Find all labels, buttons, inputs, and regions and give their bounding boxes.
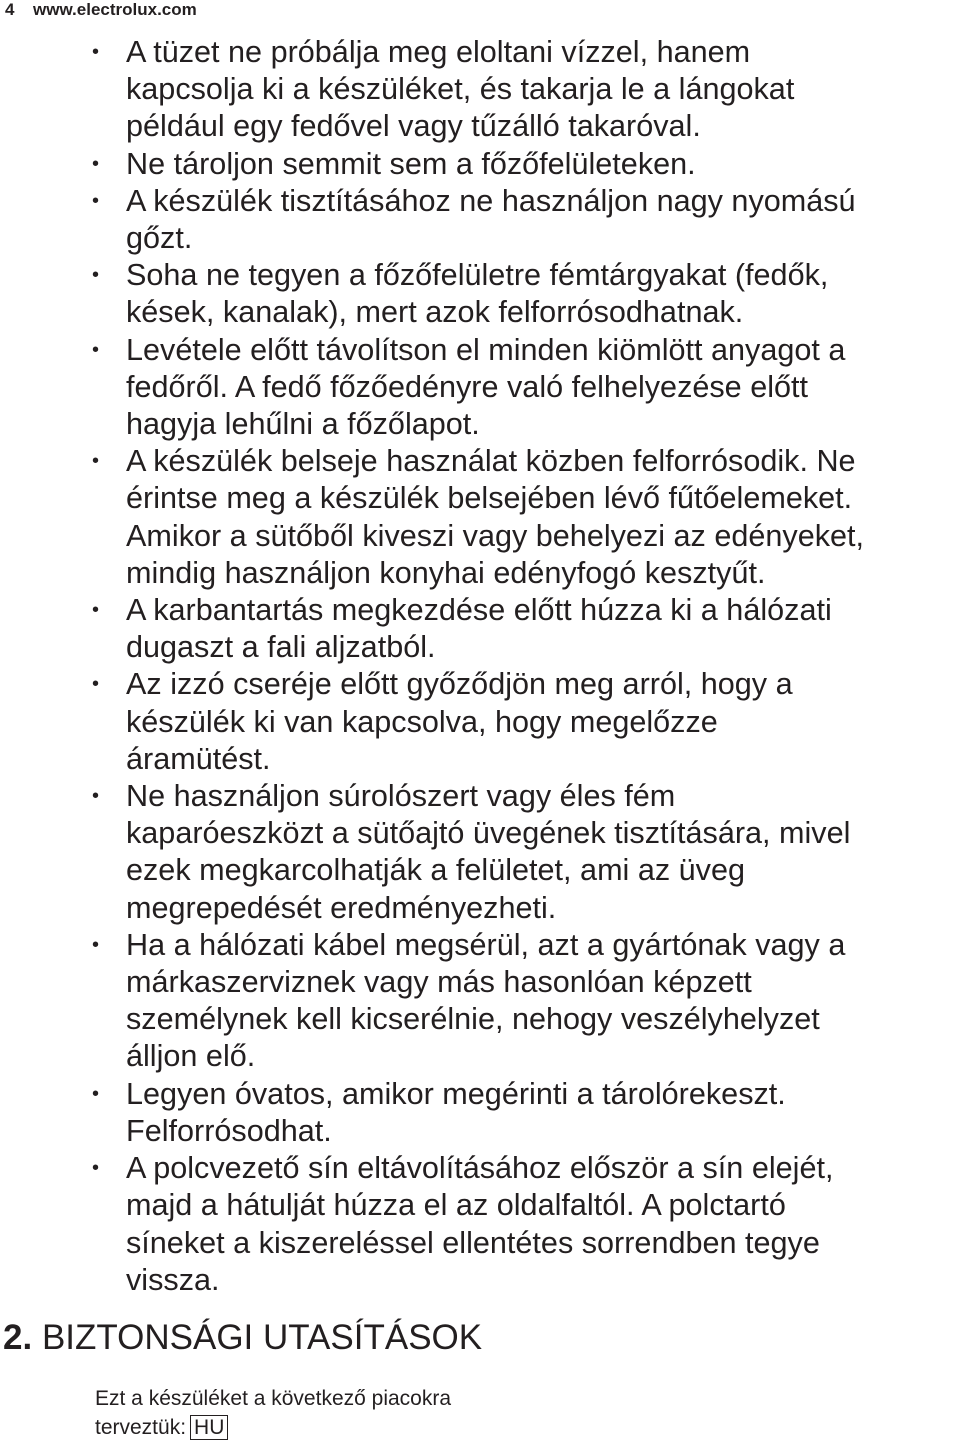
list-item-line: dugaszt a fali aljzatból. [126,630,436,665]
list-item-line: kaparóeszközt a sütőajtó üvegének tisztítására, mivel [126,816,851,851]
list-item-line: gőzt. [126,221,193,256]
page-header [5,0,197,19]
list-item-line: készülék ki van kapcsolva, hogy megelőzze [126,704,718,739]
list-item-line: megrepedését eredményezheti. [126,890,557,925]
list-item [0,146,960,183]
list-item-line: hagyja lehűlni a főzőlapot. [126,407,480,442]
bullet-icon: • [92,264,100,287]
bullet-icon: • [92,152,100,175]
market-note-line1: Ezt a készüléket a következő piacokra [95,1387,452,1410]
bullet-icon: • [92,189,100,212]
list-item-line: személynek kell kicserélnie, nehogy veszélyhelyzet [126,1002,820,1037]
list-item-line: Levétele előtt távolítson el minden kiömlött anyagot a [126,332,846,367]
list-item-line: áramütést. [126,741,271,776]
list-item-line: álljon elő. [126,1039,256,1074]
list-item [0,1150,960,1299]
bullet-icon: • [92,41,100,63]
site-url: www.electrolux.com [33,0,197,19]
list-item-line: A készülék tisztításához ne használjon nagy nyomású [126,183,856,218]
list-item-line: A tüzet ne próbálja meg eloltani vízzel, hanem [126,35,751,69]
list-item-line: vissza. [126,1262,220,1297]
list-item-line: Legyen óvatos, amikor megérinti a tárolórekeszt. [126,1076,786,1111]
list-item-line: A készülék belseje használat közben felforrósodik. Ne [126,444,856,479]
list-item [0,1076,960,1150]
section-heading [3,1318,482,1358]
list-item-line: Ha a hálózati kábel megsérül, azt a gyártónak vagy a [126,927,846,962]
list-item-line: kések, kanalak), mert azok felforrósodhatnak. [126,295,744,330]
market-note [95,1384,451,1442]
safety-bullet-list [0,34,960,1299]
list-item-line: majd a hátulját húzza el az oldalfaltól. A polctartó [126,1188,786,1223]
list-item-line: érintse meg a készülék belsejében lévő fűtőelemeket. [126,481,853,516]
list-item [0,34,960,146]
section-number: 2. [3,1318,33,1357]
list-item-line: Ne használjon súrolószert vagy éles fém [126,779,676,814]
list-item-line: Soha ne tegyen a főzőfelületre fémtárgyakat (fedők, [126,258,829,293]
list-item-line: A polcvezető sín eltávolításához először a sín elejét, [126,1151,834,1186]
list-item-line: A karbantartás megkezdése előtt húzza ki a hálózati [126,593,832,628]
list-item-line: márkaszerviznek vagy más hasonlóan képzett [126,965,752,1000]
list-item-line: fedőről. A fedő főzőedényre való felhelyezése előtt [126,369,809,404]
list-item-line: ezek megkarcolhatják a felületet, ami az üveg [126,853,746,888]
bullet-icon: • [92,673,100,696]
list-item [0,443,960,592]
bullet-icon: • [92,1082,100,1105]
section-title: BIZTONSÁGI UTASÍTÁSOK [41,1318,483,1357]
list-item-line: Felforrósodhat. [126,1113,332,1148]
list-item [0,927,960,1076]
page-number: 4 [5,0,15,19]
list-item [0,257,960,331]
market-note-line2: terveztük: [95,1416,187,1439]
list-item-line: például egy fedővel vagy tűzálló takaróval. [126,109,701,144]
bullet-icon: • [92,1157,100,1180]
bullet-icon: • [92,338,100,361]
list-item [0,183,960,257]
list-item [0,592,960,666]
list-item-line: mindig használjon konyhai edényfogó kesztyűt. [126,555,766,590]
market-code-box: HU [190,1415,228,1440]
list-item [0,332,960,444]
list-item-line: kapcsolja ki a készüléket, és takarja le a lángokat [126,72,795,107]
list-item-line: Ne tároljon semmit sem a főzőfelületeken. [126,146,696,181]
bullet-icon: • [92,785,100,808]
list-item [0,778,960,927]
list-item [0,666,960,778]
list-item-line: Az izzó cseréje előtt győződjön meg arról, hogy a [126,667,793,702]
list-item-line: Amikor a sütőből kiveszi vagy behelyezi az edényeket, [126,518,865,553]
bullet-icon: • [92,599,100,622]
bullet-icon: • [92,933,100,956]
list-item-line: síneket a kiszereléssel ellentétes sorrendben tegye [126,1225,820,1260]
bullet-icon: • [92,450,100,473]
